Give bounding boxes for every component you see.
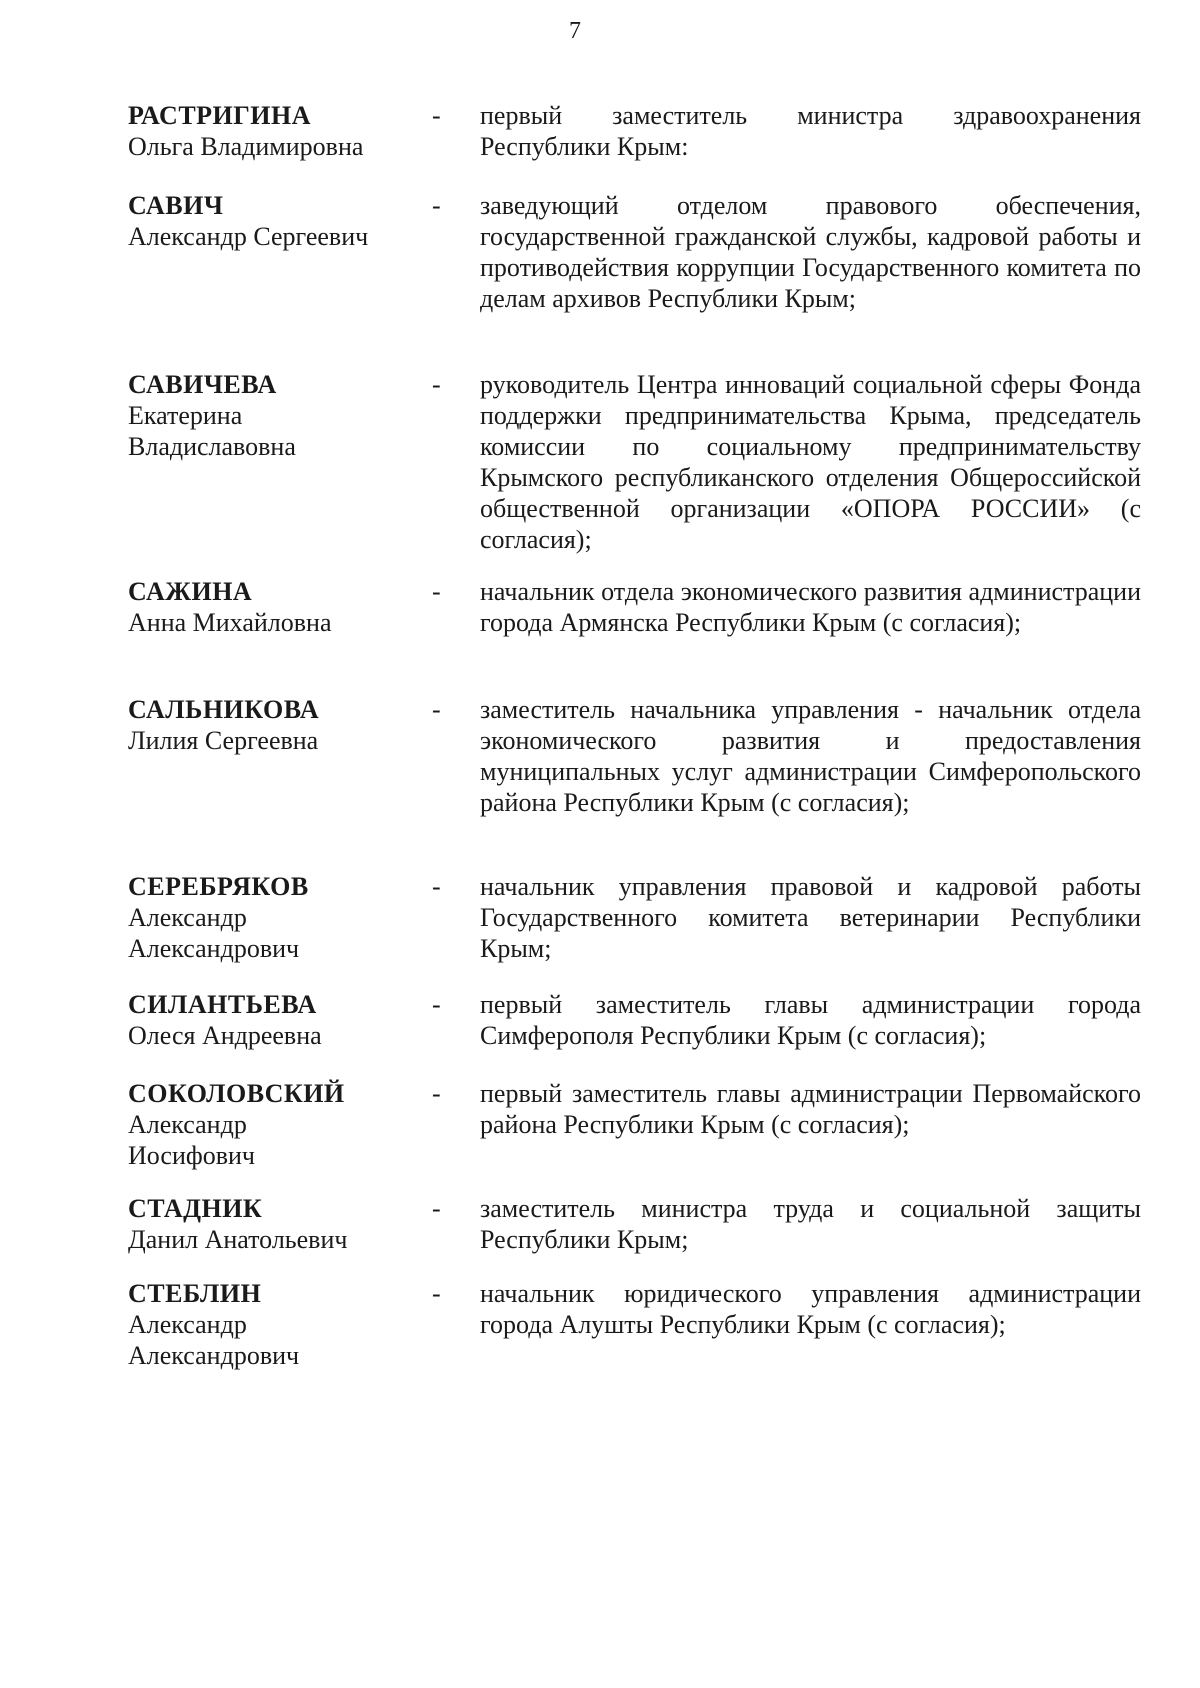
separator-dash: - bbox=[432, 1194, 441, 1223]
member-name bbox=[128, 369, 418, 462]
member-given-name: Анна Михайловна bbox=[128, 608, 332, 637]
member-position: первый заместитель министра здравоохранения Республики Крым: bbox=[480, 101, 1141, 161]
member-given-name: Лилия Сергеевна bbox=[128, 726, 319, 755]
separator-dash: - bbox=[432, 1279, 441, 1308]
member-given-name: Олеся Андреевна bbox=[128, 1021, 322, 1050]
member-name bbox=[128, 576, 418, 638]
member-surname: САВИЧ bbox=[128, 191, 224, 220]
member-surname: СЕРЕБРЯКОВ bbox=[128, 872, 309, 901]
member-position: начальник управления правовой и кадровой работы Государственного комитета ветеринарии Республики Крым; bbox=[480, 872, 1141, 963]
member-surname: РАСТРИГИНА bbox=[128, 101, 312, 130]
member-given-name: Екатерина Владиславовна bbox=[128, 401, 296, 461]
member-position: заместитель министра труда и социальной защиты Республики Крым; bbox=[480, 1194, 1141, 1254]
member-given-name: Александр Иосифович bbox=[128, 1110, 255, 1170]
member-given-name: Александр Александрович bbox=[128, 903, 300, 963]
member-name bbox=[128, 989, 418, 1051]
separator-dash: - bbox=[432, 1079, 441, 1108]
member-position: заместитель начальника управления - начальник отдела экономического развития и предоставления муниципальных услуг администрации Симферопольского района Республики Крым (с согласия); bbox=[480, 695, 1141, 817]
member-position: начальник юридического управления администрации города Алушты Республики Крым (с согласия); bbox=[480, 1279, 1141, 1339]
separator-dash: - bbox=[432, 370, 441, 399]
member-given-name: Александр Сергеевич bbox=[128, 222, 369, 251]
member-name bbox=[128, 1193, 418, 1255]
member-name bbox=[128, 694, 418, 756]
separator-dash: - bbox=[432, 695, 441, 724]
member-position: заведующий отделом правового обеспечения, государственной гражданской службы, кадровой работы и противодействия коррупции Государственного комитета по делам архивов Республики Крым; bbox=[480, 191, 1141, 313]
member-position: начальник отдела экономического развития администрации города Армянска Республики Крым (с согласия); bbox=[480, 577, 1141, 637]
member-position: первый заместитель главы администрации Первомайского района Республики Крым (с согласия); bbox=[480, 1079, 1141, 1139]
member-given-name: Данил Анатольевич bbox=[128, 1225, 348, 1254]
separator-dash: - bbox=[432, 101, 441, 130]
separator-dash: - bbox=[432, 872, 441, 901]
member-name bbox=[128, 100, 418, 162]
separator-dash: - bbox=[432, 577, 441, 606]
member-surname: СОКОЛОВСКИЙ bbox=[128, 1079, 345, 1108]
separator-dash: - bbox=[432, 990, 441, 1019]
member-surname: САВИЧЕВА bbox=[128, 370, 277, 399]
member-name bbox=[128, 871, 418, 964]
member-surname: СИЛАНТЬЕВА bbox=[128, 990, 317, 1019]
member-position: руководитель Центра инноваций социальной сферы Фонда поддержки предпринимательства Крыма, председатель комиссии по социальному предпринимательству Крымского республиканского отделения Общероссийской общественной организации «ОПОРА РОССИИ» (с согласия); bbox=[480, 370, 1141, 554]
member-name bbox=[128, 1278, 418, 1371]
member-given-name: Ольга Владимировна bbox=[128, 132, 364, 161]
member-name bbox=[128, 1078, 418, 1171]
member-surname: САЖИНА bbox=[128, 577, 253, 606]
member-surname: САЛЬНИКОВА bbox=[128, 695, 320, 724]
member-surname: СТАДНИК bbox=[128, 1194, 263, 1223]
member-surname: СТЕБЛИН bbox=[128, 1279, 262, 1308]
page-number: 7 bbox=[569, 18, 581, 44]
separator-dash: - bbox=[432, 191, 441, 220]
member-name bbox=[128, 190, 418, 252]
member-given-name: Александр Александрович bbox=[128, 1310, 300, 1370]
member-position: первый заместитель главы администрации города Симферополя Республики Крым (с согласия); bbox=[480, 990, 1141, 1050]
